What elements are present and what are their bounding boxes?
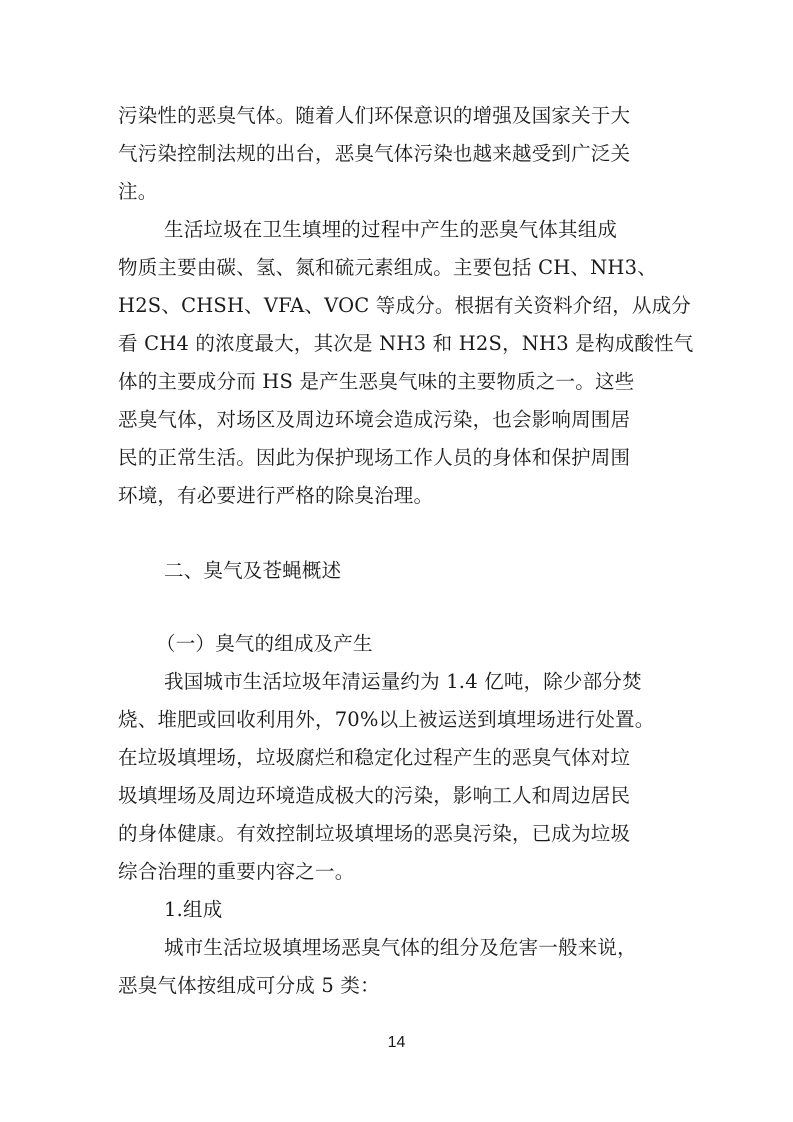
paragraph-line: 看 CH4 的浓度最大，其次是 NH3 和 H2S，NH3 是构成酸性气 <box>118 332 694 355</box>
paragraph-line: 恶臭气体，对场区及周边环境会造成污染，也会影响周围居 <box>118 408 631 431</box>
paragraph-line: 环境，有必要进行严格的除臭治理。 <box>118 484 434 507</box>
paragraph-line: 恶臭气体按组成可分成 5 类： <box>118 974 380 997</box>
paragraph-line: 体的主要成分而 HS 是产生恶臭气味的主要物质之一。这些 <box>118 370 635 393</box>
item-heading: 1.组成 <box>164 898 223 921</box>
section-heading: 二、臭气及苍蝇概述 <box>164 559 342 582</box>
paragraph-line: H2S、CHSH、VFA、VOC 等成分。根据有关资料介绍，从成分 <box>118 294 692 317</box>
paragraph-line: 烧、堆肥或回收利用外，70%以上被运送到填埋场进行处置。 <box>118 708 655 731</box>
paragraph-line: 我国城市生活垃圾年清运量约为 1.4 亿吨，除少部分焚 <box>164 670 642 693</box>
paragraph-line: 综合治理的重要内容之一。 <box>118 860 355 883</box>
paragraph-line: 在垃圾填埋场，垃圾腐烂和稳定化过程产生的恶臭气体对垃 <box>118 746 631 769</box>
page-number: 14 <box>387 1034 406 1051</box>
paragraph-line: 生活垃圾在卫生填埋的过程中产生的恶臭气体其组成 <box>164 218 618 241</box>
paragraph-line: 污染性的恶臭气体。随着人们环保意识的增强及国家关于大 <box>118 104 631 127</box>
paragraph-line: 的身体健康。有效控制垃圾填埋场的恶臭污染，已成为垃圾 <box>118 822 631 845</box>
paragraph-line: 圾填埋场及周边环境造成极大的污染，影响工人和周边居民 <box>118 784 631 807</box>
paragraph-line: 物质主要由碳、氢、氮和硫元素组成。主要包括 CH、NH3、 <box>118 256 657 279</box>
paragraph-line: 民的正常生活。因此为保护现场工作人员的身体和保护周围 <box>118 446 631 469</box>
paragraph-line: 注。 <box>118 180 158 203</box>
paragraph-line: 气污染控制法规的出台，恶臭气体污染也越来越受到广泛关 <box>118 142 631 165</box>
subsection-heading: （一）臭气的组成及产生 <box>156 632 373 655</box>
paragraph-line: 城市生活垃圾填埋场恶臭气体的组分及危害一般来说， <box>164 936 637 959</box>
